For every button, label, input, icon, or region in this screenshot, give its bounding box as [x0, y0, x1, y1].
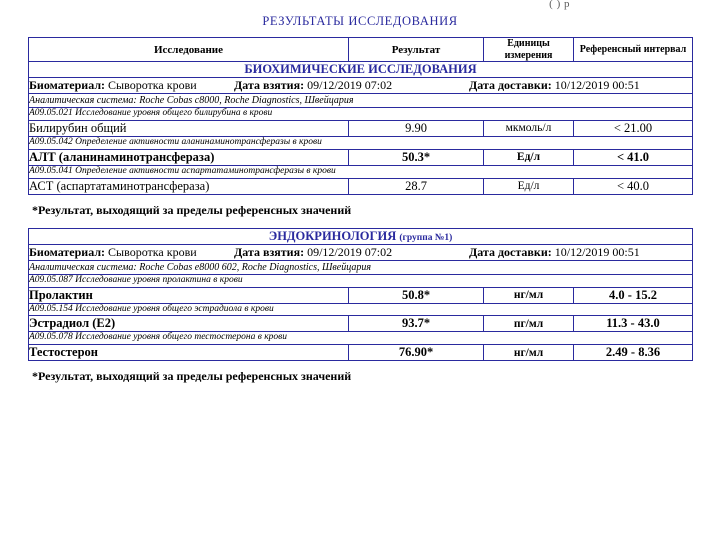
- test-result: 93.7*: [349, 316, 484, 332]
- section-title-text: ЭНДОКРИНОЛОГИЯ: [268, 228, 397, 243]
- section-title-text: БИОХИМИЧЕСКИЕ ИССЛЕДОВАНИЯ: [244, 62, 477, 76]
- header-result: Результат: [349, 38, 484, 62]
- test-units: мкмоль/л: [484, 120, 574, 136]
- table-row: [29, 178, 693, 194]
- table-row: [29, 287, 693, 303]
- section-title-row: [29, 62, 693, 78]
- test-code-row: [29, 303, 693, 316]
- meta-line: [29, 245, 692, 260]
- delivered-label: Дата доставки:: [469, 244, 552, 259]
- section-meta-cell: [29, 78, 693, 94]
- delivered-group: [469, 78, 640, 93]
- meta-line: [29, 78, 692, 93]
- delivered-label: Дата доставки:: [469, 78, 552, 92]
- test-units: нг/мл: [484, 345, 574, 361]
- test-reference: 2.49 - 8.36: [574, 345, 693, 361]
- test-code-text: A09.05.021 Исследование уровня общего билирубина в крови: [29, 108, 693, 121]
- test-reference: < 40.0: [574, 178, 693, 194]
- header-units-line1: Единицы: [507, 38, 550, 49]
- section-meta-row: [29, 78, 693, 94]
- test-code-text: A09.05.087 Исследование уровня пролактина в крови: [29, 274, 693, 287]
- test-result: 28.7: [349, 178, 484, 194]
- biomaterial-group: [29, 245, 234, 260]
- test-name: Тестостерон: [29, 345, 349, 361]
- test-code-row: [29, 136, 693, 149]
- biomaterial-label: Биоматериал:: [29, 244, 106, 259]
- delivered-group: [469, 245, 640, 260]
- section-title-endocrinology: [29, 228, 693, 244]
- section-title-subtext: (группа №1): [399, 232, 453, 243]
- section-title-biochemistry: [29, 62, 693, 78]
- delivered-value: 10/12/2019 00:51: [554, 244, 640, 259]
- biomaterial-value: Сыворотка крови: [108, 78, 197, 92]
- analytic-system-row: [29, 260, 693, 274]
- header-study: Исследование: [29, 38, 349, 62]
- test-name: Билирубин общий: [29, 120, 349, 136]
- test-code-text: A09.05.042 Определение активности аланинаминотрансферазы в крови: [29, 136, 693, 149]
- test-code-row: [29, 165, 693, 178]
- table-header-row: [29, 38, 693, 62]
- test-name: АЛТ (аланинаминотрансфераза): [29, 149, 349, 165]
- taken-value: 09/12/2019 07:02: [307, 244, 393, 259]
- analytic-system-text: Аналитическая система: Roche Cobas e8000 602, Roche Diagnostics, Швейцария: [29, 260, 693, 274]
- table-row: [29, 120, 693, 136]
- test-name: Пролактин: [29, 287, 349, 303]
- header-units-line2: измерения: [504, 49, 553, 61]
- test-name: Эстрадиол (Е2): [29, 316, 349, 332]
- biomaterial-group: [29, 78, 234, 93]
- section-meta-row: [29, 244, 693, 260]
- table-row: [29, 316, 693, 332]
- test-reference: 4.0 - 15.2: [574, 287, 693, 303]
- test-result: 50.8*: [349, 287, 484, 303]
- test-code-text: A09.05.154 Исследование уровня общего эстрадиола в крови: [29, 303, 693, 316]
- section-meta-cell: [29, 244, 693, 260]
- page-title: РЕЗУЛЬТАТЫ ИССЛЕДОВАНИЯ: [262, 14, 458, 28]
- biomaterial-value: Сыворотка крови: [108, 244, 197, 259]
- analytic-system-text: Аналитическая система: Roche Cobas c8000, Roche Diagnostics, Швейцария: [29, 94, 693, 108]
- analytic-system-row: [29, 94, 693, 108]
- test-units: пг/мл: [484, 316, 574, 332]
- footnote-endocrinology: *Результат, выходящий за пределы референсных значений: [32, 369, 352, 384]
- taken-group: [234, 78, 469, 93]
- biomaterial-label: Биоматериал:: [29, 78, 106, 92]
- header-reference: Референсный интервал: [574, 38, 693, 62]
- test-reference: < 41.0: [574, 149, 693, 165]
- test-result: 76.90*: [349, 345, 484, 361]
- test-result: 9.90: [349, 120, 484, 136]
- test-units: нг/мл: [484, 287, 574, 303]
- taken-label: Дата взятия:: [234, 78, 305, 92]
- table-row: [29, 149, 693, 165]
- results-table-biochemistry: [28, 37, 693, 195]
- table-row: [29, 345, 693, 361]
- delivered-value: 10/12/2019 00:51: [554, 78, 640, 92]
- taken-group: [234, 245, 469, 260]
- test-units: Ед/л: [484, 178, 574, 194]
- test-reference: < 21.00: [574, 120, 693, 136]
- test-code-text: A09.05.041 Определение активности аспартатаминотрансферазы в крови: [29, 165, 693, 178]
- header-units: [484, 38, 574, 62]
- section-title-row: [29, 228, 693, 244]
- test-reference: 11.3 - 43.0: [574, 316, 693, 332]
- test-code-row: [29, 332, 693, 345]
- taken-value: 09/12/2019 07:02: [307, 78, 393, 92]
- test-units: Ед/л: [484, 149, 574, 165]
- results-table-endocrinology: [28, 228, 693, 362]
- footnote-biochemistry: *Результат, выходящий за пределы референсных значений: [32, 202, 352, 217]
- test-name: АСТ (аспартатаминотрансфераза): [29, 178, 349, 194]
- faint-top-right-text: ( ) р: [549, 0, 570, 10]
- test-code-text: A09.05.078 Исследование уровня общего тестостерона в крови: [29, 332, 693, 345]
- test-code-row: [29, 274, 693, 287]
- test-result: 50.3*: [349, 149, 484, 165]
- taken-label: Дата взятия:: [234, 244, 305, 259]
- test-code-row: [29, 108, 693, 121]
